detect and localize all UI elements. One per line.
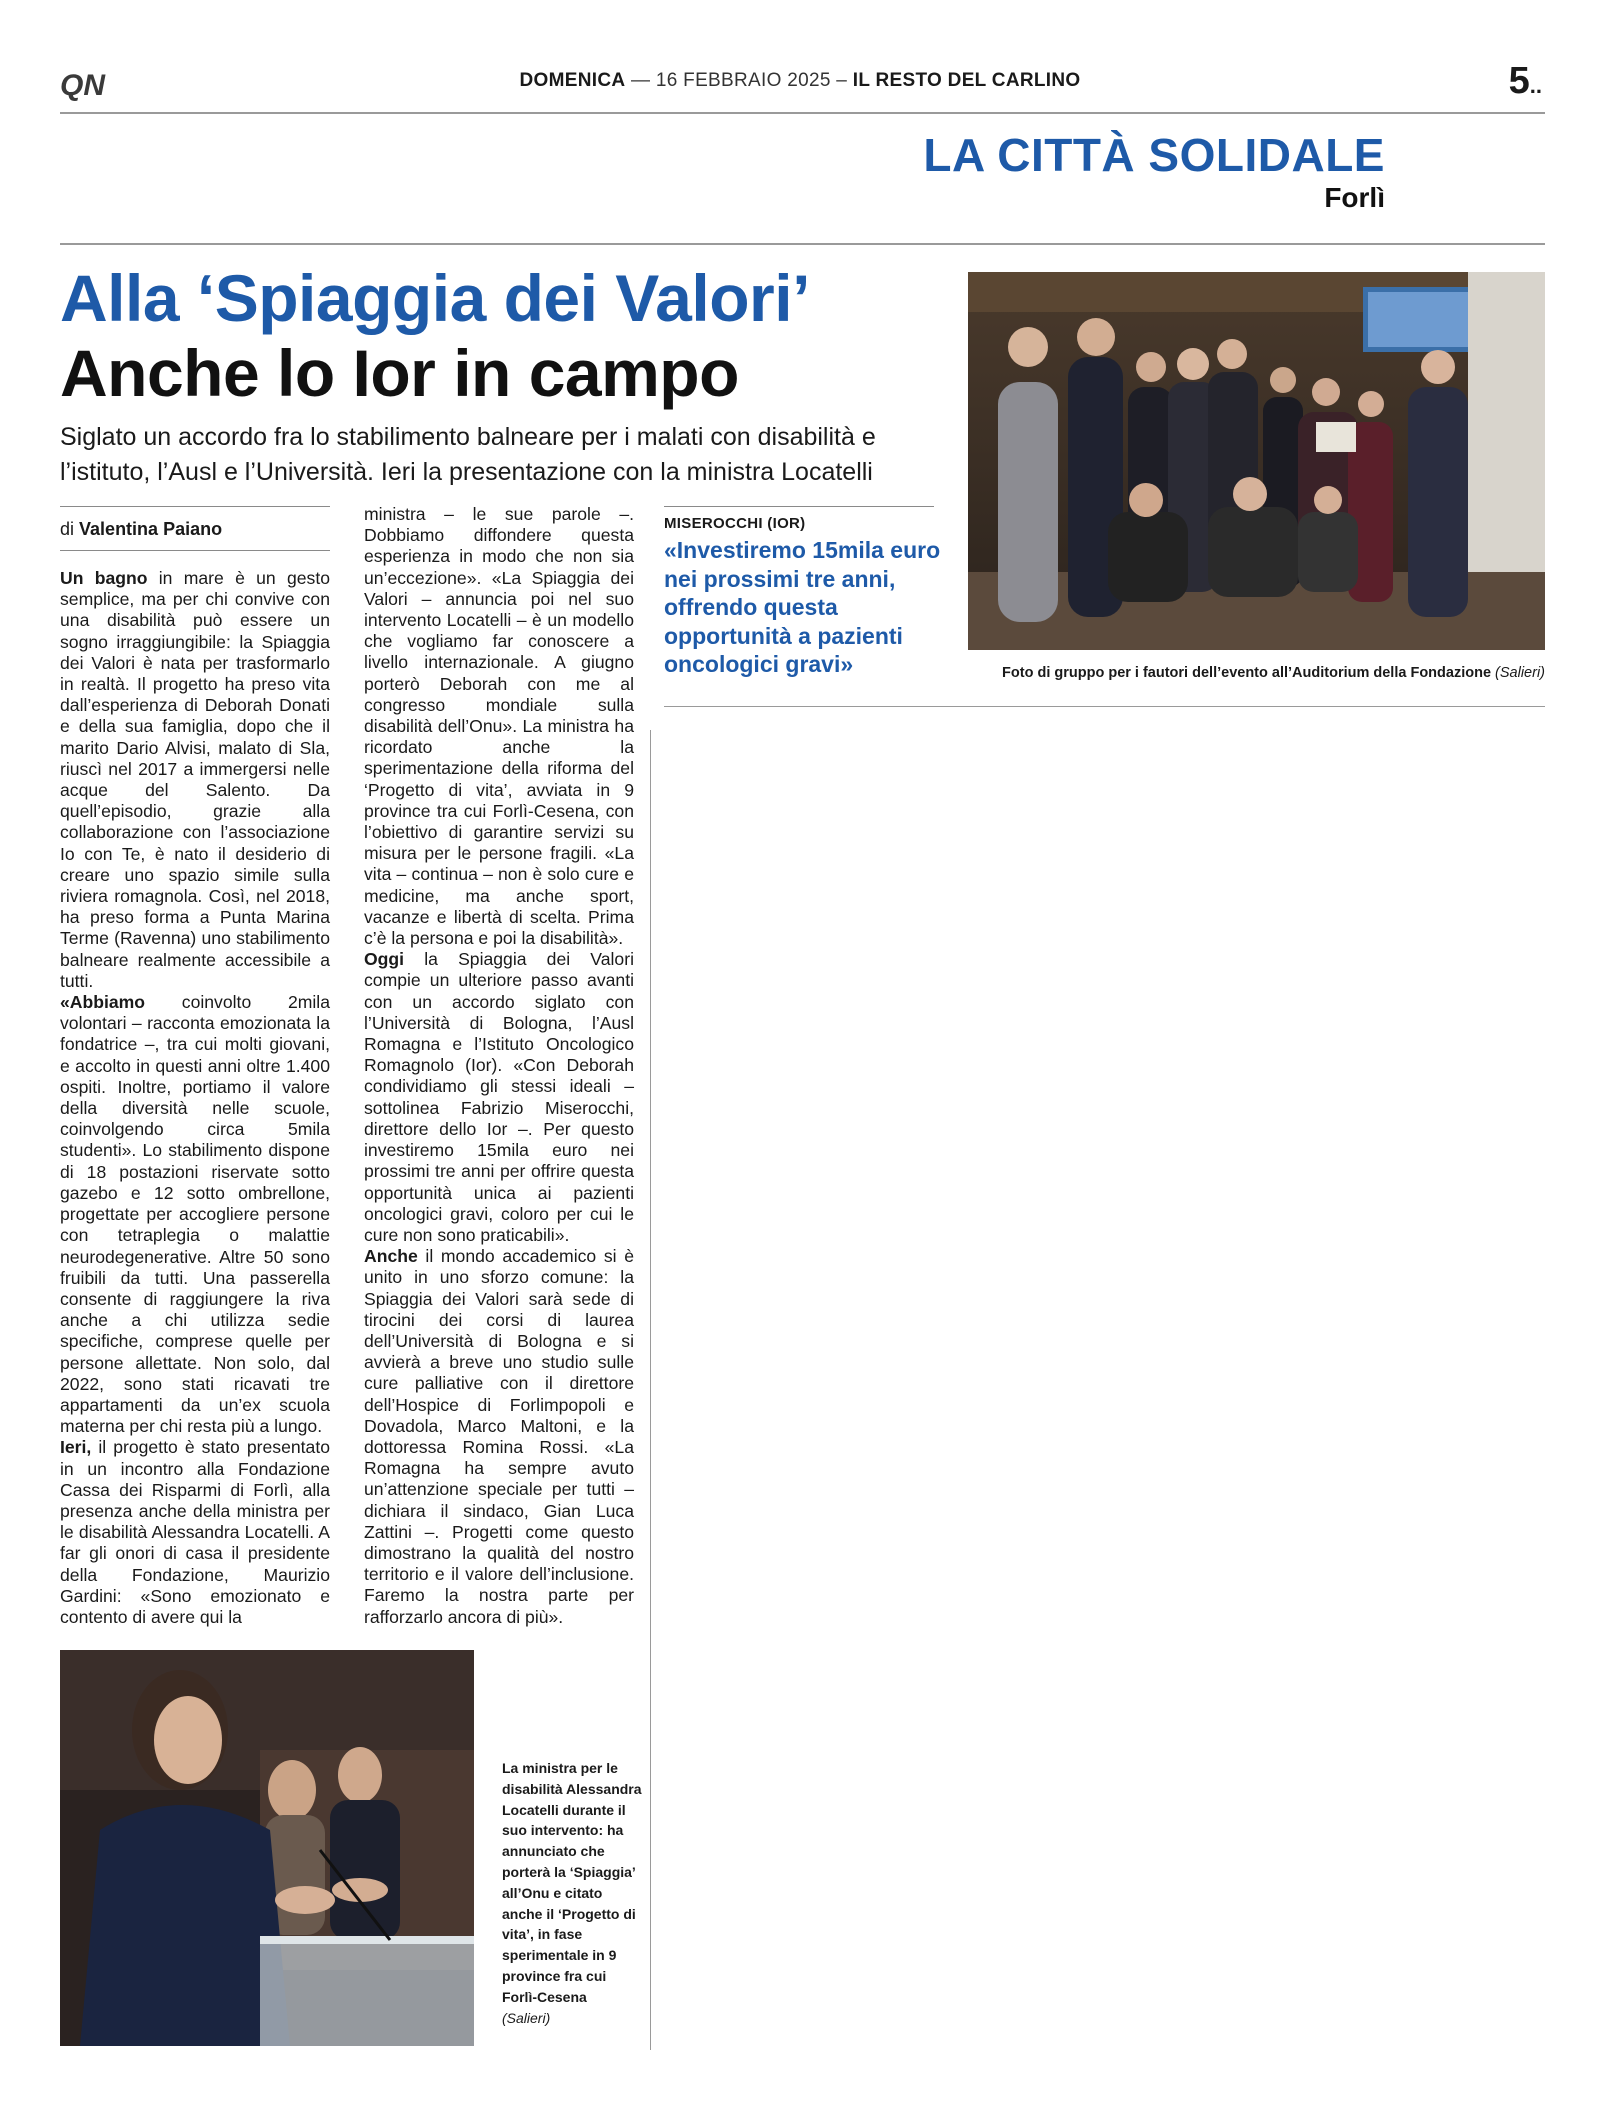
header-rule (60, 112, 1545, 114)
minister-photo-image (60, 1650, 474, 2046)
pull-quote-rule (664, 506, 934, 507)
byline-rule-top (60, 506, 330, 507)
minister-photo-caption (502, 1758, 642, 2028)
article-kicker: Alla ‘Spiaggia dei Valori’ (60, 261, 810, 335)
paragraph-text: la Spiaggia dei Valori compie un ulteriore passo avanti con un accordo siglato con l’Università di Bologna, l’Ausl Romagna e l’Istituto Oncologico Romagnolo (Ior). «Con Deborah condividiamo gli stessi ideali – sottolinea Fabrizio Miserocchi, direttore dello Ior –. Per questo investiremo 15mila euro nei prossimi tre anni per offrire questa opportunità unica ai pazienti oncologici gravi, coloro per cui le cure non sono praticabili». (364, 949, 634, 1245)
byline (60, 519, 222, 540)
minister-photo-credit: (Salieri) (502, 2009, 551, 2026)
group-photo-caption (970, 665, 1545, 681)
group-photo-caption-text: Foto di gruppo per i fautori dell’evento all’Auditorium della Fondazione (1002, 665, 1492, 681)
group-photo-image (968, 272, 1545, 650)
paragraph (364, 504, 634, 949)
paragraph-text: coinvolto 2mila volontari – racconta emozionata la fondatrice –, tra cui molti giovani, e accolto in questi anni oltre 1.400 ospiti. Inoltre, portiamo il valore della diversità nelle scuole, coinvolgendo circa 5mila studenti». Lo stabilimento dispone di 18 postazioni riservate sotto gazebo e 12 sotto ombrellone, progettate per accogliere persone con tetraplegia o malattie neurodegenerative. Altre 50 sono fruibili da tutti. Una passerella consente di raggiungere la riva anche a chi utilizza sedie specifiche, comprese quelle per persone allettate. Non solo, dal 2022, sono stati ricavati tre appartamenti da un’ex scuola materna per chi resta più a lungo. (60, 992, 330, 1437)
masthead-day: DOMENICA (519, 70, 626, 91)
paragraph-text: ministra – le sue parole –. Dobbiamo diffondere questa esperienza in modo che non sia un’eccezione». «La Spiaggia dei Valori – annuncia poi nel suo intervento Locatelli – è un modello che vogliamo far conoscere a livello internazionale. A giugno porterò Deborah con me al congresso mondiale sulla disabilità dell’Onu». La ministra ha ricordato anche la sperimentazione della riforma del ‘Progetto di vita’, avviata in 9 province tra cui Forlì-Cesena, con l’obiettivo di garantire servizi su misura per le persone fragili. «La vita – continua – non è solo cure e medicine, ma anche sport, vacanze e libertà di scelta. Prima c’è la persona e poi la disabilità». (364, 504, 634, 949)
section-title: LA CITTÀ SOLIDALE (923, 129, 1385, 181)
masthead-dash: — (630, 70, 651, 91)
page-number (1509, 60, 1542, 103)
masthead-newspaper: IL RESTO DEL CARLINO (852, 70, 1081, 91)
paragraph (60, 992, 330, 1437)
article-subhead: Siglato un accordo fra lo stabilimento balneare per i malati con disabilità e l’istituto, l’Ausl e l’Università. Ieri la presentazione con la ministra Locatelli (60, 423, 876, 486)
section-rule (60, 243, 1545, 245)
masthead (0, 70, 1600, 92)
group-photo (968, 272, 1545, 650)
qn-logo-text: QN (60, 69, 105, 102)
page-number-dots: .. (1529, 73, 1542, 98)
masthead-dash-2: – (836, 70, 848, 91)
byline-rule-bottom (60, 550, 330, 551)
section-city: Forlì (1324, 182, 1385, 213)
masthead-date: 16 FEBBRAIO 2025 (655, 70, 831, 91)
article-column-2 (364, 504, 634, 1628)
minister-photo-caption-text: La ministra per le disabilità Alessandra Locatelli durante il suo intervento: ha annunciato che porterà la ‘Spiaggia’ all’Onu e citato anche il ‘Progetto di vita’, in fase sperimentale in 9 province fra cui Forlì-Cesena (502, 1760, 642, 2005)
paragraph-lead: Oggi (364, 949, 405, 970)
paragraph-text: in mare è un gesto semplice, ma per chi convive con una disabilità può essere un sogno irraggiungibile: la Spiaggia dei Valori è nata per trasformarlo in realtà. Il progetto ha preso vita dall’esperienza di Deborah Donati e della sua famiglia, dopo che il marito Dario Alvisi, malato di Sla, riuscì nel 2017 a immergersi nelle acque del Salento. Da quell’episodio, grazie alla collaborazione con l’associazione Io con Te, è nato il desiderio di creare uno spazio simile sulla riviera romagnola. Così, nel 2018, ha preso forma a Punta Marina Terme (Ravenna) uno stabilimento balneare realmente accessibile a tutti. (60, 568, 330, 991)
paragraph-lead: Ieri, (60, 1437, 92, 1458)
paragraph-text: il mondo accademico si è unito in uno sforzo comune: la Spiaggia dei Valori sarà sede di tirocini dei corsi di laurea dell’Università di Bologna e si avvierà a breve uno studio sulle cure palliative con il direttore dell’Hospice di Forlimpopoli e Dovadola, Marco Maltoni, e la dottoressa Romina Rossi. «La Romagna ha sempre avuto un’attenzione speciale per tutti – dichiara il sindaco, Gian Luca Zattini –. Progetti come questo dimostrano la qualità del nostro territorio e il valore dell’inclusione. Faremo la nostra parte per rafforzarlo ancora di più». (364, 1246, 634, 1627)
page-number-value: 5 (1508, 60, 1530, 102)
paragraph-lead: Anche (364, 1246, 418, 1267)
paragraph (60, 1437, 330, 1628)
minister-photo (60, 1650, 474, 2046)
column-separator (650, 730, 651, 2050)
photo-rule (664, 706, 1545, 707)
article-column-1 (60, 568, 330, 1628)
paragraph-text: il progetto è stato presentato in un incontro alla Fondazione Cassa dei Risparmi di Forlì, alla presenza anche della ministra per le disabilità Alessandra Locatelli. A far gli onori di casa il presidente della Fondazione, Maurizio Gardini: «Sono emozionato e contento di avere qui la (60, 1437, 330, 1627)
article-headline: Anche lo Ior in campo (60, 336, 739, 410)
paragraph-lead: «Abbiamo (60, 992, 146, 1013)
pull-quote-text: «Investiremo 15mila euro nei prossimi tre anni, offrendo questa opportunità a pazienti oncologici gravi» (664, 537, 941, 677)
paragraph-lead: Un bagno (60, 568, 148, 588)
paragraph (60, 568, 330, 992)
group-photo-credit: (Salieri) (1495, 665, 1545, 681)
pull-quote-label: MISEROCCHI (IOR) (664, 515, 806, 532)
paragraph (364, 1246, 634, 1628)
byline-prefix: di (60, 519, 75, 539)
paragraph (364, 949, 634, 1246)
byline-author: Valentina Paiano (79, 519, 223, 539)
